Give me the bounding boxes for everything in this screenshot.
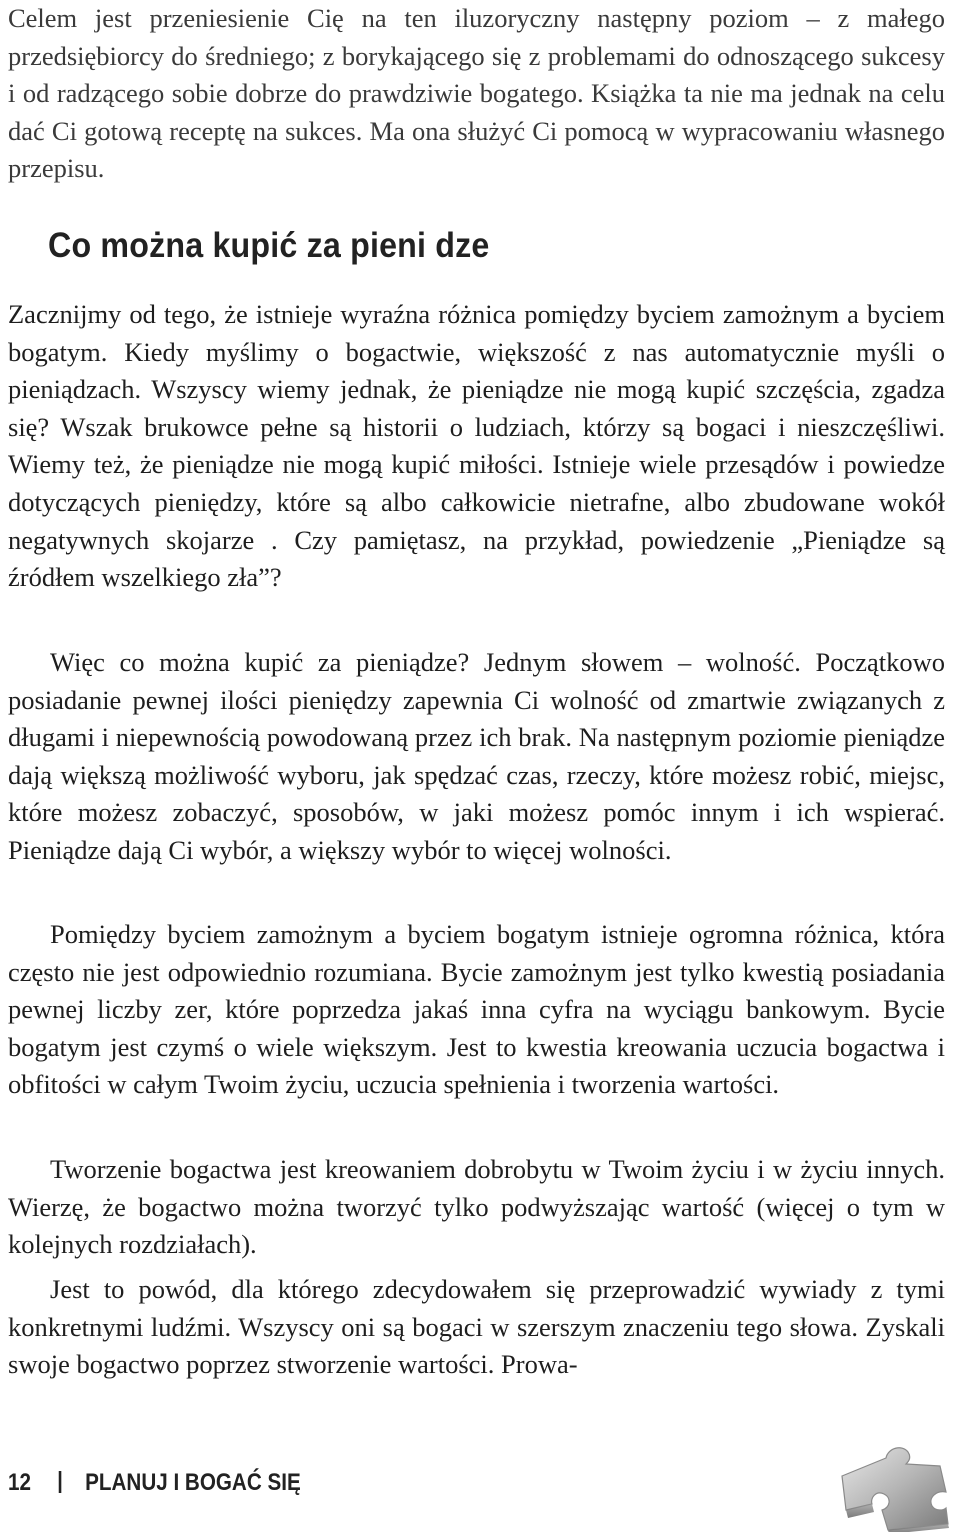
section-heading: Co można kupić za pieni dze (48, 226, 490, 265)
body-paragraph-2: Więc co można kupić za pieniądze? Jednym słowem – wolność. Początkowo posiadanie pewnej ilości pieniędzy zapewnia Ci wolność od zmartwie związanych z długami i niepewnością powodowaną przez ich brak. Na następnym poziomie pieniądze dają większą możliwość wyboru, jak spędzać czas, rzeczy, które możesz robić, miejsc, które możesz zobaczyć, sposobów, w jaki możesz pomóc innym i ich wspierać. Pieniądze dają Ci wybór, a większy wybór to więcej wolności. (8, 647, 945, 865)
page-footer (8, 1466, 301, 1500)
body-paragraph-3: Pomiędzy byciem zamożnym a byciem bogatym istnieje ogromna różnica, która często nie jest odpowiednio rozumiana. Bycie zamożnym jest tylko kwestią posiadania pewnej liczby zer, które poprzedza jakaś inna cyfra na wyciągu bankowym. Bycie bogatym jest czymś o wiele większym. Jest to kwestia kreowania uczucia bogactwa i obfitości w całym Twoim życiu, uczucia spełnienia i tworzenia wartości. (8, 919, 945, 1100)
book-title: PLANUJ I BOGAĆ SIĘ (85, 1469, 301, 1496)
intro-paragraph: Celem jest przeniesienie Cię na ten iluzoryczny następny poziom – z małego przedsiębiorcy do średniego; z borykającego się z problemami do odnoszącego sukcesy i od radzącego sobie dobrze do prawdziwie bogatego. Książka ta nie ma jednak na celu dać Ci gotową receptę na sukces. Ma ona służyć Ci pomocą w wypracowaniu własnego przepisu. (8, 3, 945, 184)
page-number: 12 (8, 1469, 31, 1496)
body-paragraph-4: Tworzenie bogactwa jest kreowaniem dobrobytu w Twoim życiu i w życiu innych. Wierzę, że bogactwo można tworzyć tylko podwyższając wartość (więcej o tym w kolejnych rozdziałach). (8, 1154, 945, 1260)
body-paragraph-1: Zacznijmy od tego, że istnieje wyraźna różnica pomiędzy byciem zamożnym a byciem bogatym. Kiedy myślimy o bogactwie, większość z nas automatycznie myśli o pieniądzach. Wszyscy wiemy jednak, że pieniądze nie mogą kupić szczęścia, zgadza się? Wszak brukowce pełne są historii o ludziach, którzy są bogaci i nieszczęśliwi. Wiemy też, że pieniądze nie mogą kupić miłości. Istnieje wiele przesądów i powiedze dotyczących pieniędzy, które są albo całkowicie nietrafne, albo zbudowane wokół negatywnych skojarze . Czy pamiętasz, na przykład, powiedzenie „Pieniądze są źródłem wszelkiego zła”? (8, 299, 945, 593)
puzzle-piece-icon (828, 1436, 956, 1532)
body-paragraph-5: Jest to powód, dla którego zdecydowałem się przeprowadzić wywiady z tymi konkretnymi ludźmi. Wszyscy oni są bogaci w szerszym znaczeniu tego słowa. Zyskali swoje bogactwo poprzez stworzenie wartości. Prowa- (8, 1274, 945, 1380)
footer-divider (58, 1471, 61, 1493)
